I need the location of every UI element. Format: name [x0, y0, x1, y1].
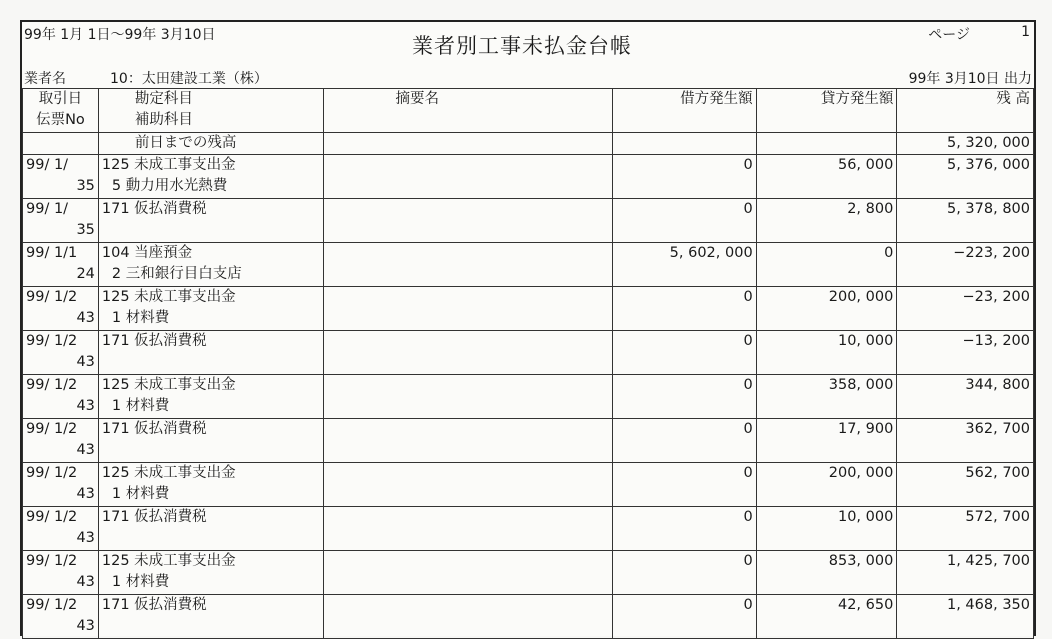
page-number: 1	[1021, 24, 1030, 40]
table-row	[23, 375, 1034, 419]
account-cell	[98, 551, 323, 595]
balance-amount: 1, 425, 700	[897, 551, 1034, 595]
balance-amount: 572, 700	[897, 507, 1034, 551]
date-cell	[23, 463, 99, 507]
voucher-number: 43	[76, 310, 95, 326]
balance-amount: 5, 376, 000	[897, 155, 1034, 199]
date-cell	[23, 419, 99, 463]
ledger-table	[22, 88, 1034, 639]
credit-amount: 358, 000	[756, 375, 897, 419]
voucher-number: 43	[76, 354, 95, 370]
debit-amount: 0	[612, 375, 756, 419]
credit-amount: 10, 000	[756, 507, 897, 551]
credit-amount: 0	[756, 243, 897, 287]
voucher-number: 43	[76, 618, 95, 634]
account-cell	[98, 243, 323, 287]
description-cell	[323, 507, 612, 551]
transaction-date: 99/ 1/2	[26, 597, 78, 613]
carry-label: 前日までの残高	[98, 133, 323, 155]
account-cell	[98, 507, 323, 551]
account-name: 171 仮払消費税	[101, 333, 207, 349]
account-name: 125 未成工事支出金	[101, 465, 236, 481]
table-row	[23, 287, 1034, 331]
credit-amount: 42, 650	[756, 595, 897, 639]
account-cell	[98, 155, 323, 199]
date-cell	[23, 287, 99, 331]
description-cell	[323, 551, 612, 595]
account-name: 125 未成工事支出金	[101, 157, 236, 173]
account-cell	[98, 463, 323, 507]
date-cell	[23, 551, 99, 595]
sub-account-name: 5 動力用水光熱費	[111, 178, 228, 194]
col-account-label: 勘定科目	[134, 91, 193, 107]
credit-amount: 10, 000	[756, 331, 897, 375]
carry-debit	[612, 133, 756, 155]
description-cell	[323, 287, 612, 331]
account-name: 125 未成工事支出金	[101, 377, 236, 393]
carry-credit	[756, 133, 897, 155]
description-cell	[323, 331, 612, 375]
table-row	[23, 331, 1034, 375]
description-cell	[323, 199, 612, 243]
credit-amount: 2, 800	[756, 199, 897, 243]
date-cell	[23, 243, 99, 287]
account-name: 125 未成工事支出金	[101, 553, 236, 569]
col-date-label: 取引日	[38, 91, 83, 107]
account-name: 171 仮払消費税	[101, 421, 207, 437]
account-name: 171 仮払消費税	[101, 509, 207, 525]
debit-amount: 0	[612, 331, 756, 375]
description-cell	[323, 463, 612, 507]
transaction-date: 99/ 1/2	[26, 377, 78, 393]
account-name: 171 仮払消費税	[101, 597, 207, 613]
debit-amount: 0	[612, 155, 756, 199]
balance-amount: 1, 468, 350	[897, 595, 1034, 639]
date-cell	[23, 199, 99, 243]
carry-balance: 5, 320, 000	[897, 133, 1034, 155]
header-row	[23, 89, 1034, 133]
voucher-number: 43	[76, 442, 95, 458]
voucher-number: 24	[76, 266, 95, 282]
vendor-name: 10：太田建設工業（株）	[110, 71, 268, 87]
credit-amount: 17, 900	[756, 419, 897, 463]
description-cell	[323, 375, 612, 419]
date-cell	[23, 375, 99, 419]
carry-date	[23, 133, 99, 155]
debit-amount: 0	[612, 287, 756, 331]
voucher-number: 35	[76, 178, 95, 194]
transaction-date: 99/ 1/2	[26, 553, 78, 569]
voucher-number: 43	[76, 574, 95, 590]
account-cell	[98, 419, 323, 463]
table-row	[23, 463, 1034, 507]
date-cell	[23, 507, 99, 551]
col-debit-header: 借方発生額	[612, 89, 756, 133]
debit-amount: 0	[612, 419, 756, 463]
table-row	[23, 243, 1034, 287]
sub-account-name: 1 材料費	[111, 574, 170, 590]
description-cell	[323, 155, 612, 199]
debit-amount: 0	[612, 551, 756, 595]
ledger-sheet	[20, 20, 1036, 636]
voucher-number: 43	[76, 398, 95, 414]
transaction-date: 99/ 1/	[26, 201, 69, 217]
col-description-header: 摘要名	[323, 89, 612, 133]
debit-amount: 0	[612, 199, 756, 243]
table-row	[23, 199, 1034, 243]
credit-amount: 56, 000	[756, 155, 897, 199]
credit-amount: 853, 000	[756, 551, 897, 595]
sub-account-name: 1 材料費	[111, 398, 170, 414]
date-range: 99年 1月 1日～99年 3月10日	[24, 27, 216, 43]
vendor-label: 業者名	[24, 71, 66, 87]
table-row	[23, 155, 1034, 199]
debit-amount: 0	[612, 463, 756, 507]
page-label: ページ	[928, 27, 970, 43]
date-cell	[23, 595, 99, 639]
transaction-date: 99/ 1/2	[26, 289, 78, 305]
balance-amount: 362, 700	[897, 419, 1034, 463]
voucher-number: 43	[76, 486, 95, 502]
output-date: 99年 3月10日 出力	[908, 71, 1032, 87]
balance-amount: −23, 200	[897, 287, 1034, 331]
col-credit-header: 貸方発生額	[756, 89, 897, 133]
balance-amount: 5, 378, 800	[897, 199, 1034, 243]
account-cell	[98, 595, 323, 639]
account-cell	[98, 199, 323, 243]
date-cell	[23, 155, 99, 199]
transaction-date: 99/ 1/2	[26, 421, 78, 437]
col-voucher-label: 伝票No	[36, 112, 85, 128]
carry-description	[323, 133, 612, 155]
table-row	[23, 595, 1034, 639]
balance-amount: −13, 200	[897, 331, 1034, 375]
debit-amount: 0	[612, 507, 756, 551]
account-name: 171 仮払消費税	[101, 201, 207, 217]
sub-account-name: 1 材料費	[111, 486, 170, 502]
account-cell	[98, 331, 323, 375]
account-name: 125 未成工事支出金	[101, 289, 236, 305]
transaction-date: 99/ 1/1	[26, 245, 78, 261]
voucher-number: 43	[76, 530, 95, 546]
transaction-date: 99/ 1/2	[26, 465, 78, 481]
table-row	[23, 419, 1034, 463]
credit-amount: 200, 000	[756, 287, 897, 331]
balance-amount: −223, 200	[897, 243, 1034, 287]
transaction-date: 99/ 1/2	[26, 509, 78, 525]
voucher-number: 35	[76, 222, 95, 238]
description-cell	[323, 419, 612, 463]
col-account-header	[98, 89, 323, 133]
description-cell	[323, 595, 612, 639]
transaction-date: 99/ 1/2	[26, 333, 78, 349]
col-subaccount-label: 補助科目	[134, 112, 193, 128]
account-cell	[98, 375, 323, 419]
balance-amount: 562, 700	[897, 463, 1034, 507]
col-balance-header: 残 高	[897, 89, 1034, 133]
debit-amount: 0	[612, 595, 756, 639]
page-title: 業者別工事未払金台帳	[412, 34, 632, 58]
debit-amount: 5, 602, 000	[612, 243, 756, 287]
credit-amount: 200, 000	[756, 463, 897, 507]
table-row	[23, 507, 1034, 551]
col-date-header	[23, 89, 99, 133]
description-cell	[323, 243, 612, 287]
sub-account-name: 1 材料費	[111, 310, 170, 326]
date-cell	[23, 331, 99, 375]
account-name: 104 当座預金	[101, 245, 193, 261]
balance-amount: 344, 800	[897, 375, 1034, 419]
table-row	[23, 551, 1034, 595]
sub-account-name: 2 三和銀行目白支店	[111, 266, 242, 282]
account-cell	[98, 287, 323, 331]
carry-forward-row	[23, 133, 1034, 155]
transaction-date: 99/ 1/	[26, 157, 69, 173]
